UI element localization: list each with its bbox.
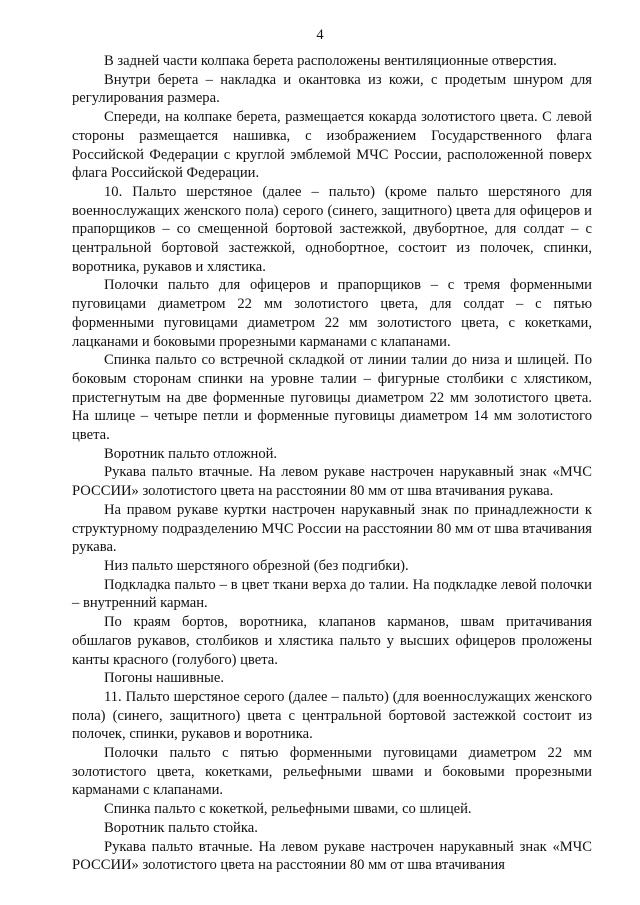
page-number: 4 xyxy=(316,27,324,43)
paragraph: Полочки пальто для офицеров и прапорщиков – с тремя форменными пуговицами диаметром 22 мм золотистого цвета, для солдат – с пятью форменными пуговицами диаметром 22 мм золотистого цвета, с кокетками, лацканами и боковыми прорезными карманами с клапанами. xyxy=(72,277,592,350)
paragraph: Рукава пальто втачные. На левом рукаве настрочен нарукавный знак «МЧС РОССИИ» золотистого цвета на расстоянии 80 мм от шва втачивания xyxy=(72,838,592,874)
paragraph: Внутри берета – накладка и окантовка из кожи, с продетым шнуром для регулирования размера. xyxy=(72,71,592,107)
paragraph: Погоны нашивные. xyxy=(104,670,224,687)
paragraph: Полочки пальто с пятью форменными пуговицами диаметром 22 мм золотистого цвета, кокетками, рельефными швами и боковыми прорезными карманами с клапанами. xyxy=(72,745,592,799)
paragraph: 11. Пальто шерстяное серого (далее – пальто) (для военнослужащих женского пола) (синего, защитного) цвета с центральной бортовой застежкой состоит из полочек, спинки, рукавов и воротника. xyxy=(72,688,592,743)
paragraph: Подкладка пальто – в цвет ткани верха до талии. На подкладке левой полочки – внутренний карман. xyxy=(72,576,592,612)
paragraph: Спереди, на колпаке берета, размещается кокарда золотистого цвета. С левой стороны размещается нашивка, с изображением Государственного флага Российской Федерации с круглой эмблемой МЧС России, расположенной поверх флага Российской Федерации. xyxy=(72,109,592,182)
paragraph: Спинка пальто с кокеткой, рельефными швами, со шлицей. xyxy=(104,801,472,818)
paragraph: Спинка пальто со встречной складкой от линии талии до низа и шлицей. По боковым сторонам спинки на уровне талии – фигурные столбики с хлястиком, пристегнутым на две форменные пуговицы диаметром 22 мм золотистого цвета. На шлице – четыре петли и форменные пуговицы диаметром 14 мм золотистого цвета. xyxy=(72,352,592,444)
paragraph: 10. Пальто шерстяное (далее – пальто) (кроме пальто шерстяного для военнослужащих женского пола) серого (синего, защитного) цвета для офицеров и прапорщиков – со смещенной бортовой застежкой, двубортное, для солдат – с центральной бортовой застежкой, однобортное, состоит из полочек, спинки, воротника, рукавов и хлястика. xyxy=(72,183,592,275)
paragraph: По краям бортов, воротника, клапанов карманов, швам притачивания обшлагов рукавов, столбиков и хлястика пальто у высших офицеров проложены канты красного (голубого) цвета. xyxy=(72,614,592,668)
paragraph: В задней части колпака берета расположены вентиляционные отверстия. xyxy=(104,53,557,69)
paragraph: Рукава пальто втачные. На левом рукаве настрочен нарукавный знак «МЧС РОССИИ» золотистого цвета на расстоянии 80 мм от шва втачивания рукава. xyxy=(72,464,592,500)
paragraph: Низ пальто шерстяного обрезной (без подгибки). xyxy=(104,557,409,574)
paragraph: Воротник пальто отложной. xyxy=(104,445,278,462)
paragraph: Воротник пальто стойка. xyxy=(104,819,258,836)
paragraph: На правом рукаве куртки настрочен нарукавный знак по принадлежности к структурному подразделению МЧС России на расстоянии 80 мм от шва втачивания рукава. xyxy=(72,501,592,556)
document-body xyxy=(72,52,592,875)
